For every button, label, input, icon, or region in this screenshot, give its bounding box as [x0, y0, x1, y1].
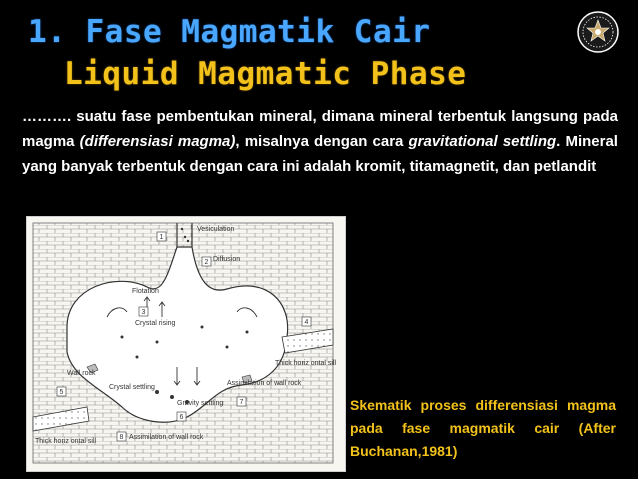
svg-text:8: 8 [119, 434, 124, 441]
svg-text:6: 6 [179, 414, 184, 421]
label-crystal-rising: Crystal rising [135, 320, 176, 327]
description-italic-2: gravitational settling [408, 133, 557, 150]
figure-marker-2 [202, 257, 211, 266]
label-vesiculation: Vesiculation [197, 226, 235, 233]
figure-marker-1 [157, 232, 166, 241]
figure-marker-3 [139, 307, 148, 316]
slide-subtitle: Liquid Magmatic Phase [64, 56, 467, 92]
figure-marker-8 [117, 432, 126, 441]
description-text-2: , misalnya dengan cara [235, 133, 409, 150]
label-flotation: Flotation [132, 288, 159, 295]
description-text-3: . Mineral yang banyak terbentuk dengan cara ini adalah kromit, titamagnetit, dan petlandit [22, 133, 618, 175]
svg-text:7: 7 [239, 399, 244, 406]
svg-text:1: 1 [159, 234, 164, 241]
svg-text:5: 5 [59, 389, 64, 396]
figure-marker-5 [57, 387, 66, 396]
schematic-figure [26, 216, 346, 472]
figure-caption: Skematik proses differensiasi magma pada fase magmatik cair (After Buchanan,1981) [350, 397, 616, 459]
svg-text:4: 4 [304, 319, 309, 326]
figure-marker-4 [302, 317, 311, 326]
svg-text:3: 3 [141, 309, 146, 316]
label-wall-rock: Wall rock [67, 370, 96, 377]
label-assimilation-1: Assimilation of wall rock [227, 380, 302, 387]
university-emblem-icon [576, 10, 620, 54]
label-assimilation-2: Assimilation of wall rock [129, 434, 204, 441]
magma-differentiation-diagram [27, 217, 345, 471]
figure-marker-7 [237, 397, 246, 406]
figure-marker-6 [177, 412, 186, 421]
svg-text:2: 2 [204, 259, 209, 266]
label-thick-sill-left: Thick horiz ontal sill [35, 438, 97, 445]
description-italic-1: (differensiasi magma) [79, 133, 236, 150]
label-gravity-settling: Gravity settling [177, 400, 224, 407]
slide-title: 1. Fase Magmatik Cair [28, 14, 431, 50]
label-diffusion: Diffusion [213, 256, 241, 263]
label-crystal-settling: Crystal settling [109, 384, 155, 391]
description-paragraph [22, 104, 618, 179]
description-text-1: ………. suatu fase pembentukan mineral, dimana mineral terbentuk langsung pada magma [22, 108, 618, 150]
label-thick-sill-right: Thick horiz ontal sill [275, 360, 337, 367]
